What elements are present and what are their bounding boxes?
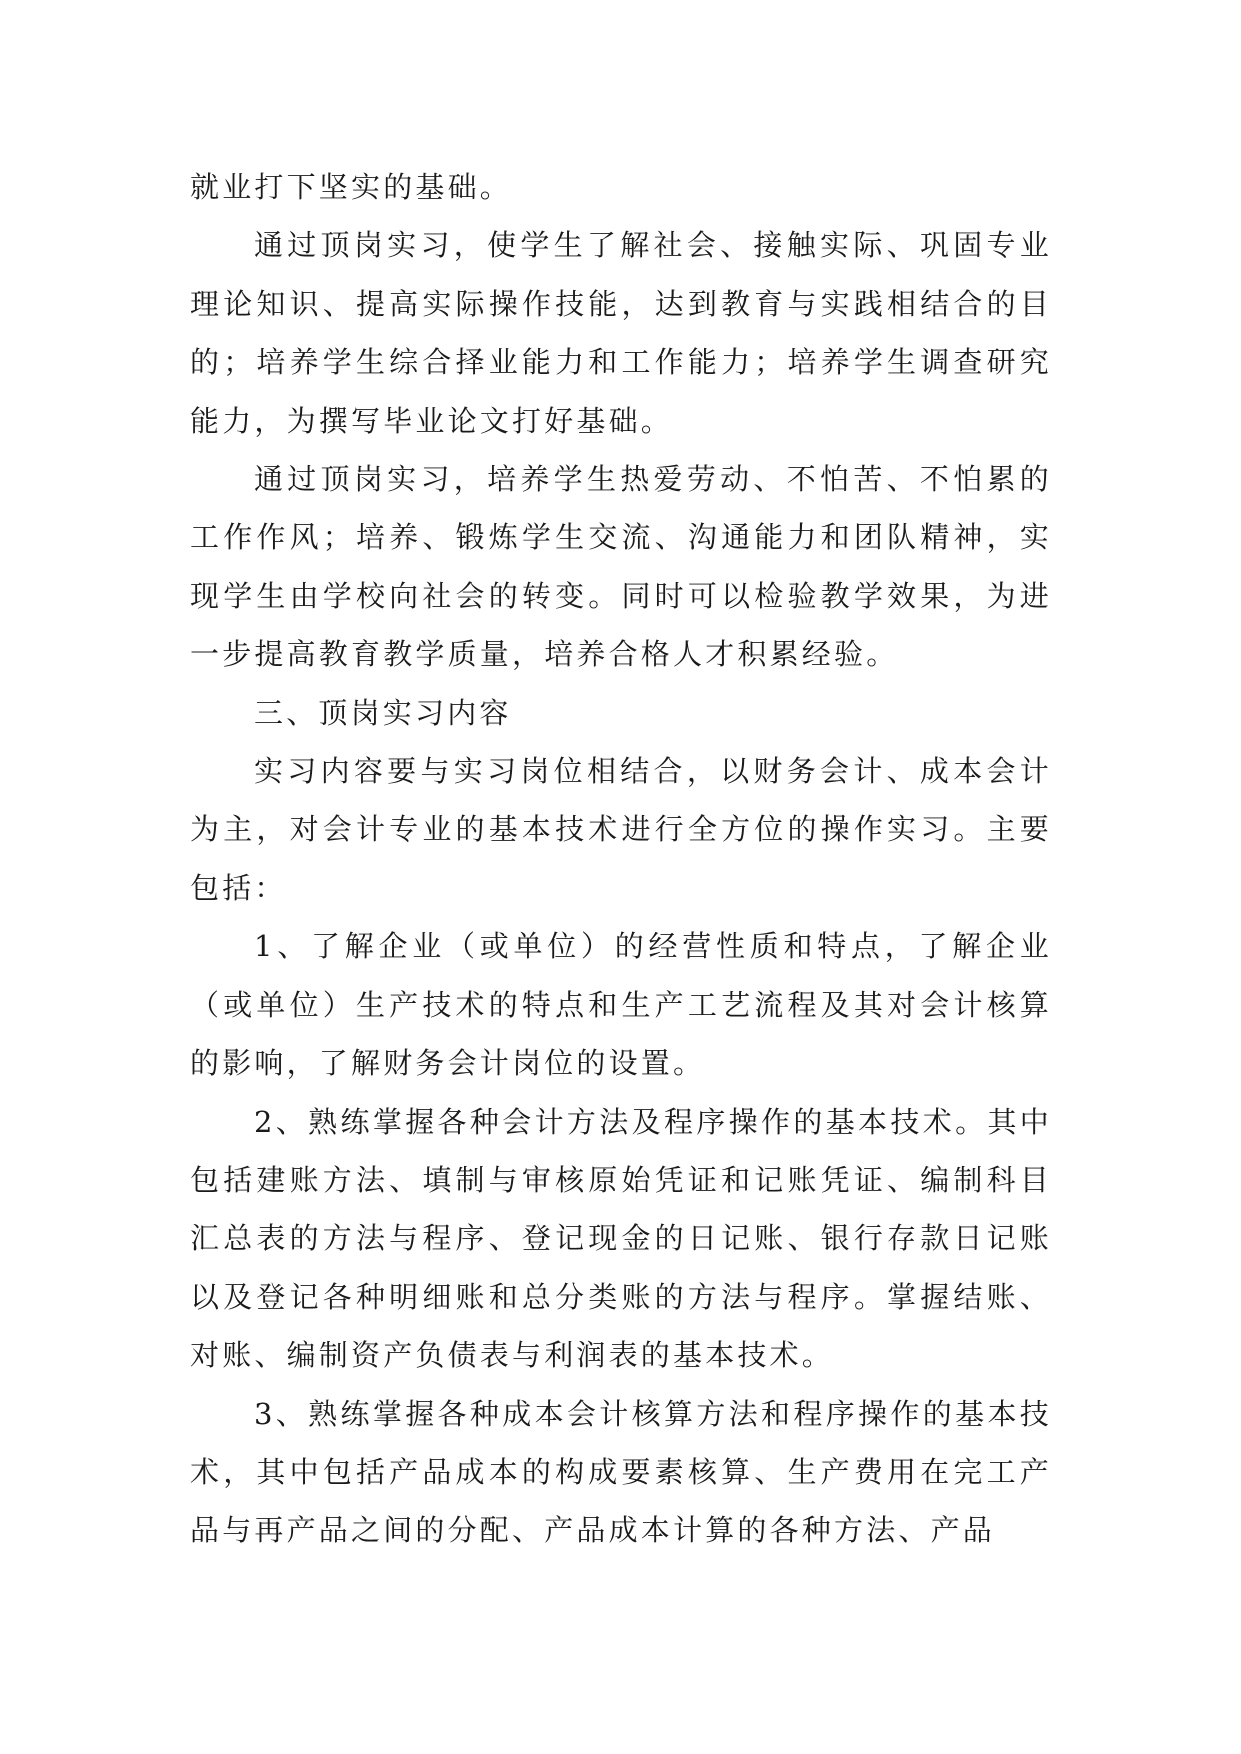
paragraph-purpose-practice: 通过顶岗实习，使学生了解社会、接触实际、巩固专业理论知识、提高实际操作技能，达到教育与实践相结合的目的；培养学生综合择业能力和工作能力；培养学生调查研究能力，为撰写毕业论文打好基础。 [190, 228, 1052, 438]
paragraph-content-intro: 实习内容要与实习岗位相结合，以财务会计、成本会计为主，对会计专业的基本技术进行全方位的操作实习。主要包括： [190, 754, 1052, 905]
list-item-2: 2、熟练掌握各种会计方法及程序操作的基本技术。其中包括建账方法、填制与审核原始凭证和记账凭证、编制科目汇总表的方法与程序、登记现金的日记账、银行存款日记账以及登记各种明细账和总分类账的方法与程序。掌握结账、对账、编制资产负债表与利润表的基本技术。 [190, 1104, 1052, 1373]
document-body [190, 158, 1052, 1560]
list-item-1: 1、了解企业（或单位）的经营性质和特点，了解企业（或单位）生产技术的特点和生产工艺流程及其对会计核算的影响，了解财务会计岗位的设置。 [190, 929, 1052, 1081]
paragraph-continuation: 就业打下坚实的基础。 [190, 170, 513, 204]
list-item-3: 3、熟练掌握各种成本会计核算方法和程序操作的基本技术，其中包括产品成本的构成要素核算、生产费用在完工产品与再产品之间的分配、产品成本计算的各种方法、产品 [190, 1396, 1052, 1548]
paragraph-purpose-work-style: 通过顶岗实习，培养学生热爱劳动、不怕苦、不怕累的工作作风；培养、锻炼学生交流、沟通能力和团队精神，实现学生由学校向社会的转变。同时可以检验教学效果，为进一步提高教育教学质量，培养合格人才积累经验。 [190, 462, 1052, 672]
section-heading-internship-content: 三、顶岗实习内容 [254, 695, 512, 730]
